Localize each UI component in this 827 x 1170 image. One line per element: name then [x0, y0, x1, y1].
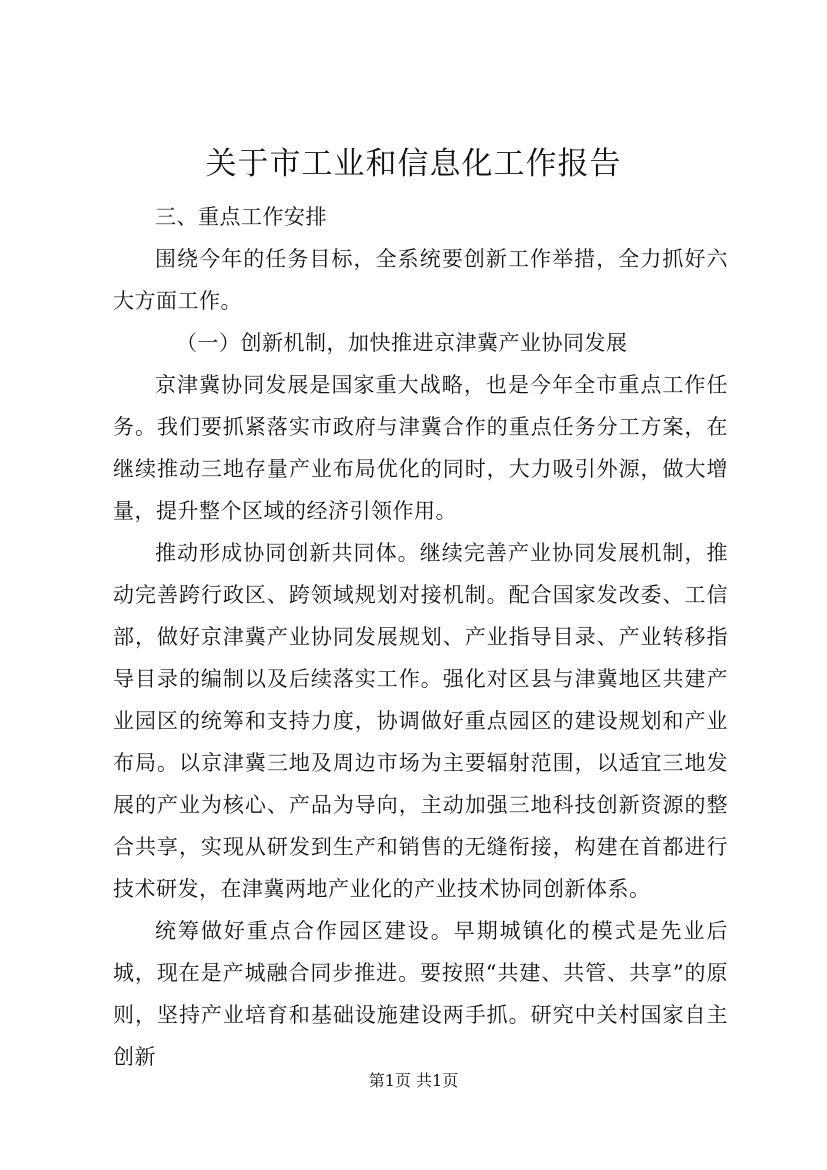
body-paragraph: 统筹做好重点合作园区建设。早期城镇化的模式是先业后城，现在是产城融合同步推进。要按照“共建、共管、共享”的原则，坚持产业培育和基础设施建设两手抓。研究中关村国家自主创新	[113, 919, 728, 1069]
body-paragraph: 围绕今年的任务目标，全系统要创新工作举措，全力抓好六大方面工作。	[113, 247, 728, 313]
body-paragraph: 京津冀协同发展是国家重大战略，也是今年全市重点工作任务。我们要抓紧落实市政府与津冀合作的重点任务分工方案，在继续推动三地存量产业布局优化的同时，大力吸引外源，做大增量，提升整个区域的经济引领作用。	[113, 373, 728, 523]
document-body	[113, 196, 728, 1078]
document-title: 关于市工业和信息化工作报告	[205, 146, 622, 182]
subsection-heading: （一）创新机制，加快推进京津冀产业协同发展	[176, 331, 628, 355]
section-heading: 三、重点工作安排	[155, 205, 327, 229]
page-footer: 第1页 共1页	[368, 1071, 459, 1090]
body-paragraph: 推动形成协同创新共同体。继续完善产业协同发展机制，推动完善跨行政区、跨领域规划对接机制。配合国家发改委、工信部，做好京津冀产业协同发展规划、产业指导目录、产业转移指导目录的编制以及后续落实工作。强化对区县与津冀地区共建产业园区的统筹和支持力度，协调做好重点园区的建设规划和产业布局。以京津冀三地及周边市场为主要辐射范围，以适宜三地发展的产业为核心、产品为导向，主动加强三地科技创新资源的整合共享，实现从研发到生产和销售的无缝衔接，构建在首都进行技术研发，在津冀两地产业化的产业技术协同创新体系。	[113, 541, 728, 901]
